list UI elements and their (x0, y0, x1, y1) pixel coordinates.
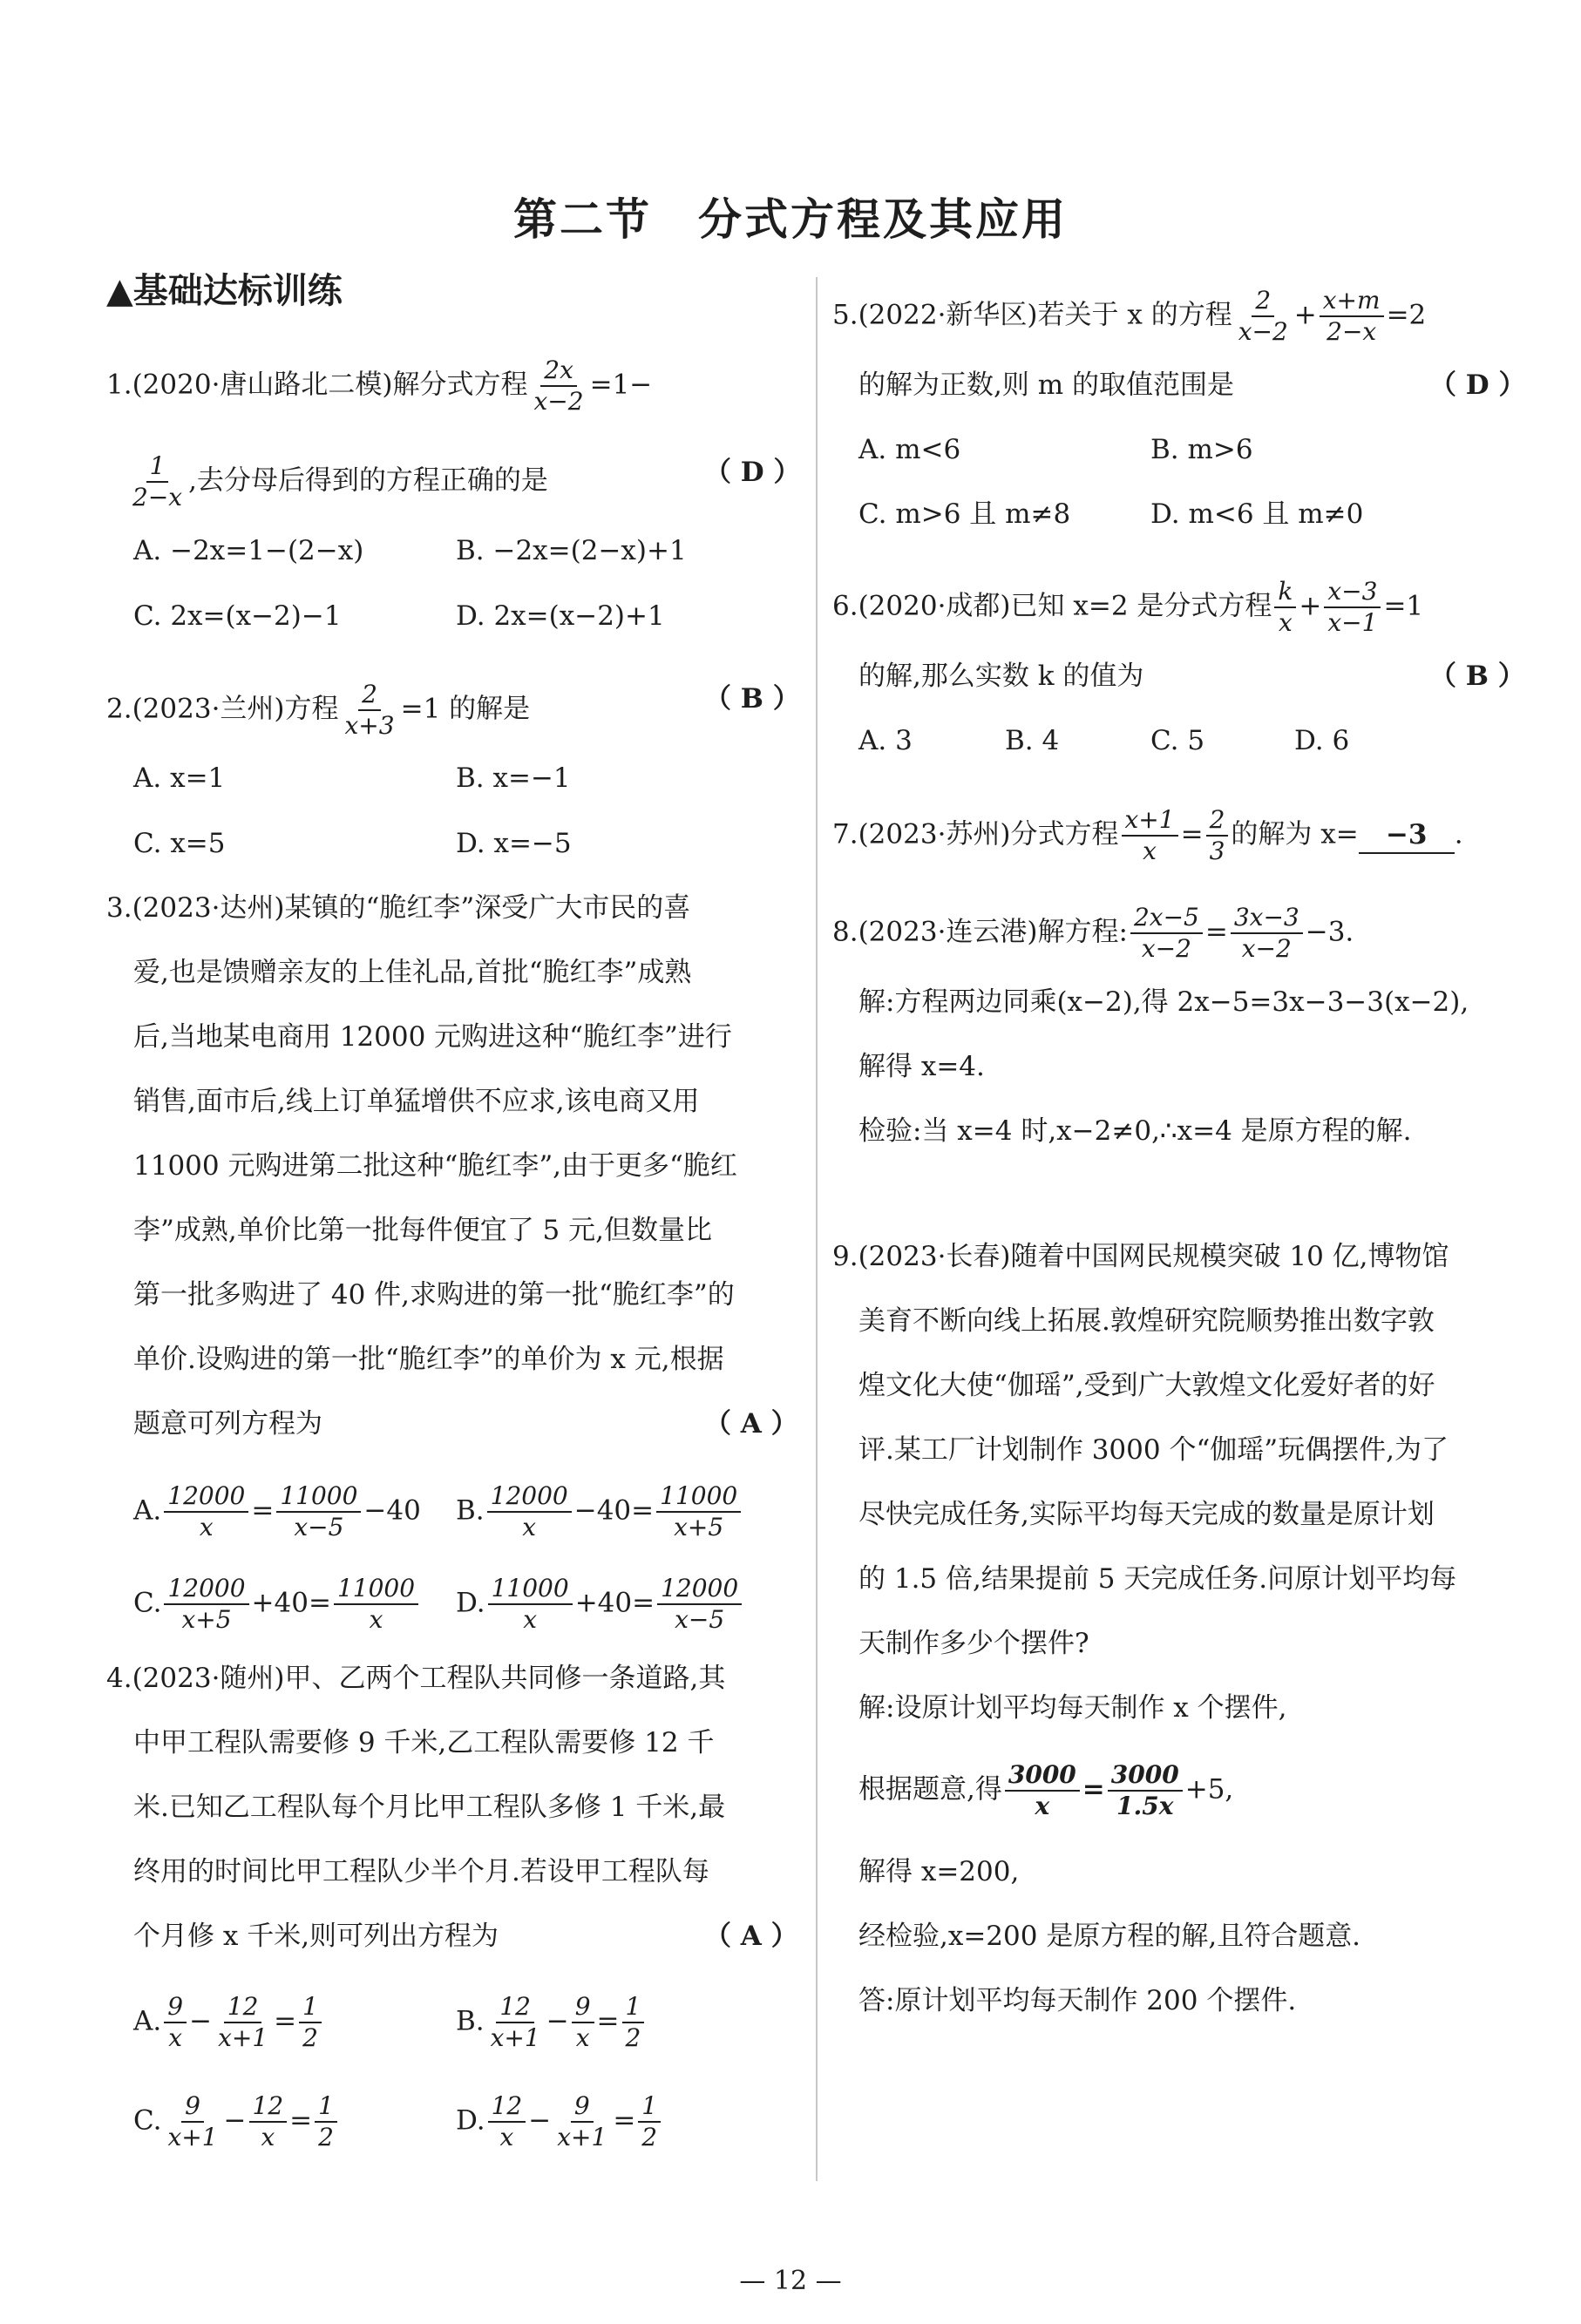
q3-line-6: 李”成熟,单价比第一批每件便宜了 5 元,但数量比 (133, 1215, 712, 1246)
q5-eq: =2 (1386, 299, 1427, 331)
q7-f2-numerator: 2 (1206, 805, 1229, 837)
q3-option-a (133, 1481, 421, 1542)
q8-stem (832, 903, 1354, 964)
q4-option-d (456, 2091, 663, 2152)
q6-option-d: D. 6 (1294, 725, 1350, 756)
q4-d-d1: x (499, 2123, 514, 2151)
q6-option-a: A. 3 (858, 725, 913, 756)
q7-stem-text: 7.(2023·苏州)分式方程 (832, 818, 1119, 850)
q9-f1-numerator: 3000 (1005, 1760, 1080, 1792)
q4-c-n2: 12 (249, 2091, 288, 2123)
q4-c-frac-2 (249, 2091, 288, 2152)
q7-f1-denominator: x (1143, 837, 1157, 865)
q8-stem-text: 8.(2023·连云港)解方程: (832, 916, 1128, 948)
q4-d-d2: x+1 (557, 2123, 607, 2151)
q6-fraction-1 (1274, 577, 1296, 638)
q7-end: . (1454, 818, 1463, 850)
q2-option-c: C. x=5 (133, 828, 226, 859)
q4-b-eq: = (596, 2005, 620, 2037)
q9-line-2: 美育不断向线上拓展.敦煌研究院顺势推出数字敦 (858, 1305, 1435, 1337)
q2-option-d: D. x=−5 (456, 828, 572, 859)
q7-f2-denominator: 3 (1209, 837, 1225, 865)
q3-d-n2: 12000 (657, 1574, 742, 1605)
q3-d-frac-1 (488, 1574, 573, 1635)
q2-stem (106, 680, 530, 741)
q4-b-mid: − (546, 2005, 569, 2037)
q3-d-d2: x−5 (675, 1605, 725, 1634)
q4-d-n2: 9 (571, 2091, 594, 2123)
q8-fraction-2 (1231, 903, 1303, 964)
q3-c-mid: +40= (251, 1587, 331, 1619)
q3-line-9: 题意可列方程为 (133, 1408, 322, 1440)
q5-stem-text: 5.(2022·新华区)若关于 x 的方程 (832, 299, 1232, 331)
q3-line-1: 3.(2023·达州)某镇的“脆红李”深受广大市民的喜 (106, 892, 691, 924)
q3-a-label: A. (133, 1494, 162, 1527)
q4-c-n3: 1 (315, 2091, 337, 2123)
q8-f2-numerator: 3x−3 (1231, 903, 1303, 934)
q9-solution-4: 经检验,x=200 是原方程的解,且符合题意. (858, 1921, 1361, 1952)
q6-f1-numerator: k (1274, 577, 1296, 608)
q4-option-a (133, 1992, 324, 2053)
q3-b-mid: −40= (573, 1494, 655, 1527)
q9-tail: +5, (1184, 1773, 1234, 1806)
q4-a-d3: 2 (302, 2023, 318, 2052)
q5-f2-denominator: 2−x (1327, 317, 1377, 346)
q2-denominator: x+3 (344, 711, 395, 740)
q9-line-1: 9.(2023·长春)随着中国网民规模突破 10 亿,博物馆 (832, 1241, 1449, 1272)
q3-c-n2: 11000 (334, 1574, 418, 1605)
q7-eq: = (1180, 818, 1204, 850)
q4-c-d1: x+1 (167, 2123, 218, 2151)
q6-stem (832, 577, 1423, 638)
q4-a-frac-3 (299, 1992, 322, 2053)
q4-a-frac-1 (164, 1992, 187, 2053)
q5-option-c: C. m>6 且 m≠8 (858, 498, 1071, 530)
q3-line-2: 爱,也是馈赠亲友的上佳礼品,首批“脆红李”成熟 (133, 957, 692, 988)
q4-line-1: 4.(2023·随州)甲、乙两个工程队共同修一条道路,其 (106, 1663, 726, 1694)
q5-stem (832, 286, 1426, 347)
q3-d-n1: 11000 (488, 1574, 573, 1605)
q3-option-b (456, 1481, 743, 1542)
q1-option-a: A. −2x=1−(2−x) (133, 535, 364, 566)
q2-fraction (342, 680, 398, 741)
q4-c-eq: = (289, 2104, 313, 2137)
q3-d-d1: x (523, 1605, 538, 1634)
q8-eq: = (1204, 916, 1228, 948)
q5-option-a: A. m<6 (858, 434, 961, 465)
q3-c-label: C. (133, 1587, 162, 1619)
q1-option-b: B. −2x=(2−x)+1 (456, 535, 687, 566)
q4-c-d2: x (261, 2123, 275, 2151)
q4-option-b (456, 1992, 647, 2053)
q4-b-n2: 9 (572, 1992, 594, 2023)
q4-line-4: 终用的时间比甲工程队少半个月.若设甲工程队每 (133, 1856, 709, 1887)
q3-d-mid: +40= (574, 1587, 655, 1619)
q4-d-frac-1 (488, 2091, 526, 2152)
q7-fraction-1 (1122, 805, 1178, 866)
q1-f1-numerator: 2x (540, 356, 577, 387)
q4-option-c (133, 2091, 340, 2152)
q4-a-n2: 12 (224, 1992, 262, 2023)
q4-d-label: D. (456, 2104, 485, 2137)
q9-line-4: 评.某工厂计划制作 3000 个“伽瑶”玩偶摆件,为了 (858, 1434, 1449, 1466)
q3-a-d1: x (199, 1513, 214, 1541)
q9-f2-denominator: 1.5x (1116, 1792, 1174, 1820)
q4-c-n1: 9 (181, 2091, 204, 2123)
q4-a-d2: x+1 (218, 2023, 268, 2052)
q4-d-eq: = (613, 2104, 636, 2137)
page-number: — 12 — (739, 2266, 842, 2296)
q3-c-frac-2 (334, 1574, 418, 1635)
q9-solution-3: 解得 x=200, (858, 1856, 1020, 1887)
q3-a-n2: 11000 (276, 1481, 361, 1513)
q3-b-n2: 11000 (656, 1481, 741, 1513)
q3-line-5: 11000 元购进第二批这种“脆红李”,由于更多“脆红 (133, 1150, 737, 1182)
q3-b-d2: x+5 (674, 1513, 724, 1541)
q4-b-n1: 12 (496, 1992, 534, 2023)
q6-stem-text: 6.(2020·成都)已知 x=2 是分式方程 (832, 590, 1272, 622)
q4-b-frac-3 (622, 1992, 645, 2053)
q5-f2-numerator: x+m (1320, 286, 1384, 317)
q4-c-frac-3 (315, 2091, 337, 2152)
q2-numerator: 2 (358, 680, 381, 711)
q4-c-d3: 2 (318, 2123, 334, 2151)
q3-answer: （ A ） (704, 1408, 798, 1440)
q3-b-frac-1 (487, 1481, 572, 1542)
q3-a-d2: x−5 (294, 1513, 344, 1541)
q6-eq: =1 (1383, 590, 1424, 622)
q4-b-label: B. (456, 2005, 485, 2037)
q6-answer: （ B ） (1429, 661, 1525, 692)
q1-stem (106, 356, 652, 417)
q4-c-label: C. (133, 2104, 162, 2137)
q8-f1-numerator: 2x−5 (1130, 903, 1203, 934)
q9-solution-1: 解:设原计划平均每天制作 x 个摆件, (858, 1692, 1287, 1724)
q1-stem-text-2: ,去分母后得到的方程正确的是 (188, 464, 548, 497)
q8-fraction-1 (1130, 903, 1203, 964)
q1-stem-2 (126, 451, 548, 512)
q8-solution-3: 检验:当 x=4 时,x−2≠0,∴x=4 是原方程的解. (858, 1115, 1412, 1147)
q9-line-5: 尽快完成任务,实际平均每天完成的数量是原计划 (858, 1499, 1435, 1530)
q3-b-d1: x (522, 1513, 537, 1541)
q7-stem-text-2: 的解为 x= (1231, 818, 1359, 850)
q3-option-c (133, 1574, 421, 1635)
q8-solution-1: 解:方程两边同乘(x−2),得 2x−5=3x−3−3(x−2), (858, 986, 1469, 1018)
q9-line-7: 天制作多少个摆件? (858, 1628, 1089, 1659)
q4-b-frac-1 (487, 1992, 544, 2053)
q4-line-2: 中甲工程队需要修 9 千米,乙工程队需要修 12 千 (133, 1727, 715, 1758)
q8-solution-2: 解得 x=4. (858, 1051, 985, 1082)
q6-f2-denominator: x−1 (1327, 608, 1378, 637)
q6-option-b: B. 4 (1005, 725, 1060, 756)
q4-d-n1: 12 (488, 2091, 526, 2123)
q2-answer: （ B ） (704, 683, 800, 715)
q6-f2-numerator: x−3 (1324, 577, 1381, 608)
q4-line-3: 米.已知乙工程队每个月比甲工程队多修 1 千米,最 (133, 1792, 726, 1823)
q6-fraction-2 (1324, 577, 1381, 638)
q2-stem-text-2: =1 的解是 (400, 693, 531, 725)
q3-c-d2: x (369, 1605, 383, 1634)
q1-stem-text: 1.(2020·唐山路北二模)解分式方程 (106, 369, 528, 401)
q7-f1-numerator: x+1 (1122, 805, 1178, 837)
column-divider (816, 277, 818, 2181)
q4-b-d3: 2 (625, 2023, 641, 2052)
page-title: 第二节 分式方程及其应用 (513, 193, 1068, 245)
q4-a-mid: − (189, 2005, 213, 2037)
q9-fraction-1 (1005, 1760, 1080, 1821)
q4-d-frac-3 (638, 2091, 661, 2152)
q3-option-d (456, 1574, 744, 1635)
q9-solution-5: 答:原计划平均每天制作 200 个摆件. (858, 1985, 1297, 2016)
q5-fraction-2 (1320, 286, 1384, 347)
q4-a-n1: 9 (164, 1992, 187, 2023)
q4-a-n3: 1 (299, 1992, 322, 2023)
q4-b-d1: x+1 (490, 2023, 540, 2052)
q3-c-d1: x+5 (181, 1605, 232, 1634)
q8-f2-denominator: x−2 (1241, 934, 1292, 963)
q3-line-3: 后,当地某电商用 12000 元购进这种“脆红李”进行 (133, 1021, 732, 1053)
q4-a-frac-2 (214, 1992, 271, 2053)
q8-tail: −3. (1305, 916, 1354, 948)
q4-b-frac-2 (572, 1992, 594, 2053)
q9-line-6: 的 1.5 倍,结果提前 5 天完成任务.问原计划平均每 (858, 1563, 1457, 1595)
q5-plus: + (1293, 299, 1317, 331)
q5-fraction-1 (1235, 286, 1292, 347)
q4-d-frac-2 (553, 2091, 610, 2152)
q6-plus: + (1299, 590, 1322, 622)
q9-sol2-text: 根据题意,得 (858, 1773, 1002, 1806)
q7-answer-blank: −3 (1359, 817, 1455, 854)
q4-a-label: A. (133, 2005, 162, 2037)
q5-option-d: D. m<6 且 m≠0 (1150, 498, 1364, 530)
q3-c-frac-1 (164, 1574, 248, 1635)
q3-d-frac-2 (657, 1574, 742, 1635)
q1-option-c: C. 2x=(x−2)−1 (133, 600, 342, 632)
q9-fraction-2 (1108, 1760, 1183, 1821)
q1-option-d: D. 2x=(x−2)+1 (456, 600, 665, 632)
q5-f1-numerator: 2 (1252, 286, 1274, 317)
q3-a-n1: 12000 (164, 1481, 248, 1513)
q3-a-frac-1 (164, 1481, 248, 1542)
q3-a-tail: −40 (363, 1494, 421, 1527)
q7-stem (832, 805, 1463, 866)
q4-c-mid: − (223, 2104, 247, 2137)
q7-fraction-2 (1206, 805, 1229, 866)
q3-line-7: 第一批多购进了 40 件,求购进的第一批“脆红李”的 (133, 1279, 735, 1311)
q6-option-c: C. 5 (1150, 725, 1205, 756)
q3-a-mid: = (251, 1494, 275, 1527)
q4-line-5: 个月修 x 千米,则可列出方程为 (133, 1921, 499, 1952)
q4-c-frac-1 (164, 2091, 221, 2152)
q3-a-frac-2 (276, 1481, 361, 1542)
q6-line-2: 的解,那么实数 k 的值为 (858, 661, 1144, 692)
q3-b-frac-2 (656, 1481, 741, 1542)
q9-solution-2 (858, 1760, 1233, 1821)
q2-option-a: A. x=1 (133, 762, 226, 794)
q5-answer: （ D ） (1429, 369, 1526, 401)
q4-d-n3: 1 (638, 2091, 661, 2123)
q1-answer: （ D ） (704, 457, 801, 488)
q4-answer: （ A ） (704, 1921, 798, 1952)
q1-fraction-1 (531, 356, 587, 417)
q5-line-2: 的解为正数,则 m 的取值范围是 (858, 369, 1234, 401)
q3-c-n1: 12000 (164, 1574, 248, 1605)
q8-f1-denominator: x−2 (1141, 934, 1191, 963)
q4-b-d2: x (575, 2023, 590, 2052)
q3-b-n1: 12000 (487, 1481, 572, 1513)
q3-d-label: D. (456, 1587, 485, 1619)
q1-eq-tail: =1− (589, 369, 653, 401)
q5-f1-denominator: x−2 (1238, 317, 1288, 346)
q3-line-8: 单价.设购进的第一批“脆红李”的单价为 x 元,根据 (133, 1344, 724, 1375)
q1-fraction-2 (129, 451, 186, 512)
section-heading: ▲基础达标训练 (106, 271, 343, 311)
q2-option-b: B. x=−1 (456, 762, 571, 794)
q6-f1-denominator: x (1278, 608, 1293, 637)
q9-f1-denominator: x (1035, 1792, 1050, 1820)
q3-b-label: B. (456, 1494, 485, 1527)
q4-d-mid: − (528, 2104, 552, 2137)
q3-line-4: 销售,面市后,线上订单猛增供不应求,该电商又用 (133, 1086, 700, 1117)
q2-stem-text: 2.(2023·兰州)方程 (106, 693, 339, 725)
q5-option-b: B. m>6 (1150, 434, 1253, 465)
q9-line-3: 煌文化大使“伽瑶”,受到广大敦煌文化爱好者的好 (858, 1370, 1435, 1401)
q1-f2-denominator: 2−x (132, 483, 183, 512)
q4-b-n3: 1 (622, 1992, 645, 2023)
q4-a-eq: = (274, 2005, 297, 2037)
q4-a-d1: x (168, 2023, 183, 2052)
q4-d-d3: 2 (641, 2123, 658, 2151)
q9-f2-numerator: 3000 (1108, 1760, 1183, 1792)
q1-f1-denominator: x−2 (533, 387, 584, 416)
q1-f2-numerator: 1 (146, 451, 169, 483)
q9-eq: = (1082, 1773, 1105, 1806)
